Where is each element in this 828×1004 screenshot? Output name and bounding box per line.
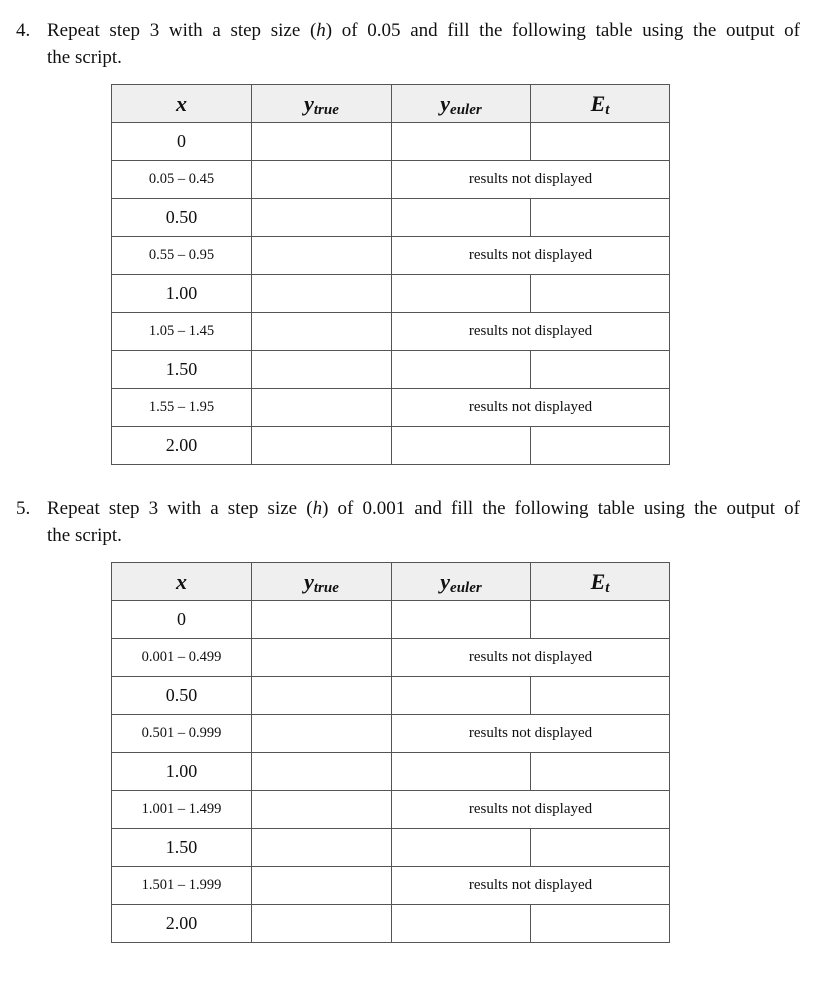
question-5-text	[47, 495, 800, 522]
cell-x: 0	[112, 601, 252, 639]
question-4-text-line-2: the script.	[47, 47, 122, 68]
question-5-line-2	[0, 522, 828, 549]
table-row	[112, 715, 670, 753]
cell-results-note: results not displayed	[392, 389, 670, 427]
cell-y-true[interactable]	[252, 427, 392, 465]
header-y-true-subscript: true	[313, 579, 339, 596]
results-table-step-005-body	[112, 85, 670, 465]
cell-x: 1.05 – 1.45	[112, 313, 252, 351]
cell-y-true[interactable]	[252, 601, 392, 639]
header-x-symbol: x	[176, 90, 187, 116]
results-table-step-005	[111, 84, 670, 465]
cell-x: 1.50	[112, 829, 252, 867]
header-y-true	[252, 85, 392, 123]
header-y-true	[252, 563, 392, 601]
cell-results-note: results not displayed	[392, 791, 670, 829]
cell-y-euler[interactable]	[392, 753, 531, 791]
question-4-text	[47, 17, 800, 44]
cell-error-et[interactable]	[531, 199, 670, 237]
cell-results-note: results not displayed	[392, 715, 670, 753]
table-row	[112, 639, 670, 677]
cell-y-euler[interactable]	[392, 829, 531, 867]
header-error-symbol: E	[590, 90, 606, 116]
cell-y-euler[interactable]	[392, 123, 531, 161]
cell-error-et[interactable]	[531, 753, 670, 791]
question-4-line-2	[0, 44, 828, 71]
cell-y-euler[interactable]	[392, 905, 531, 943]
table-row	[112, 829, 670, 867]
cell-error-et[interactable]	[531, 905, 670, 943]
header-y-euler-subscript: euler	[450, 579, 482, 596]
question-4-number: 4.	[16, 20, 31, 41]
table-row	[112, 351, 670, 389]
cell-error-et[interactable]	[531, 123, 670, 161]
header-error-subscript: t	[605, 101, 610, 118]
header-y-true-subscript: true	[313, 101, 339, 118]
cell-x: 0.50	[112, 677, 252, 715]
cell-y-euler[interactable]	[392, 601, 531, 639]
question-5-text-line-2: the script.	[47, 525, 122, 546]
cell-results-note: results not displayed	[392, 639, 670, 677]
cell-y-euler[interactable]	[392, 199, 531, 237]
cell-x: 0.501 – 0.999	[112, 715, 252, 753]
header-x	[112, 563, 252, 601]
table-row	[112, 601, 670, 639]
cell-error-et[interactable]	[531, 601, 670, 639]
table-row	[112, 427, 670, 465]
cell-results-note: results not displayed	[392, 161, 670, 199]
results-table-step-0001	[111, 562, 670, 943]
question-4-line-1	[0, 17, 828, 44]
header-x	[112, 85, 252, 123]
question-5-text-suffix: ) of 0.001 and fill the following table using the output of	[322, 498, 800, 519]
question-5-variable: h	[312, 498, 323, 519]
cell-error-et[interactable]	[531, 829, 670, 867]
cell-y-true[interactable]	[252, 123, 392, 161]
table-row	[112, 905, 670, 943]
cell-x: 0.001 – 0.499	[112, 639, 252, 677]
cell-y-true[interactable]	[252, 237, 392, 275]
cell-x: 1.55 – 1.95	[112, 389, 252, 427]
header-y-true-symbol: y	[304, 568, 314, 594]
header-y-euler-symbol: y	[440, 568, 451, 594]
cell-results-note: results not displayed	[392, 237, 670, 275]
cell-y-true[interactable]	[252, 199, 392, 237]
cell-y-true[interactable]	[252, 161, 392, 199]
cell-y-true[interactable]	[252, 677, 392, 715]
cell-y-true[interactable]	[252, 275, 392, 313]
header-error-symbol: E	[590, 568, 606, 594]
cell-x: 0.50	[112, 199, 252, 237]
cell-y-euler[interactable]	[392, 351, 531, 389]
table-header-row	[112, 563, 670, 601]
question-4-text-prefix: Repeat step 3 with a step size (	[47, 20, 317, 41]
table-row	[112, 389, 670, 427]
cell-y-true[interactable]	[252, 753, 392, 791]
header-y-true-symbol: y	[304, 90, 314, 116]
question-5-line-1	[0, 495, 828, 522]
header-y-euler	[392, 563, 531, 601]
cell-y-true[interactable]	[252, 829, 392, 867]
cell-y-true[interactable]	[252, 639, 392, 677]
cell-y-true[interactable]	[252, 791, 392, 829]
cell-y-euler[interactable]	[392, 677, 531, 715]
cell-results-note: results not displayed	[392, 313, 670, 351]
question-5	[0, 495, 828, 549]
cell-x: 0.55 – 0.95	[112, 237, 252, 275]
cell-y-true[interactable]	[252, 715, 392, 753]
table-row	[112, 313, 670, 351]
cell-y-true[interactable]	[252, 351, 392, 389]
header-error-et	[531, 563, 670, 601]
cell-y-true[interactable]	[252, 905, 392, 943]
table-row	[112, 123, 670, 161]
cell-error-et[interactable]	[531, 351, 670, 389]
table-row	[112, 753, 670, 791]
header-y-euler-subscript: euler	[450, 101, 482, 118]
cell-x: 0	[112, 123, 252, 161]
table-row	[112, 275, 670, 313]
cell-x: 1.00	[112, 275, 252, 313]
header-x-symbol: x	[176, 568, 187, 594]
question-4-variable: h	[316, 20, 326, 41]
table-row	[112, 161, 670, 199]
table-row	[112, 867, 670, 905]
table-row	[112, 237, 670, 275]
cell-error-et[interactable]	[531, 677, 670, 715]
cell-x: 0.05 – 0.45	[112, 161, 252, 199]
table-row	[112, 791, 670, 829]
cell-x: 1.00	[112, 753, 252, 791]
header-error-et	[531, 85, 670, 123]
cell-y-true[interactable]	[252, 313, 392, 351]
table-header-row	[112, 85, 670, 123]
cell-error-et[interactable]	[531, 275, 670, 313]
header-y-euler-symbol: y	[440, 90, 451, 116]
cell-y-euler[interactable]	[392, 275, 531, 313]
cell-x: 2.00	[112, 905, 252, 943]
cell-y-true[interactable]	[252, 389, 392, 427]
header-error-subscript: t	[605, 579, 610, 596]
cell-y-true[interactable]	[252, 867, 392, 905]
results-table-step-0001-body	[112, 563, 670, 943]
question-4-text-suffix: ) of 0.05 and fill the following table using the output of	[325, 20, 801, 41]
cell-x: 1.501 – 1.999	[112, 867, 252, 905]
cell-x: 1.001 – 1.499	[112, 791, 252, 829]
cell-x: 1.50	[112, 351, 252, 389]
cell-x: 2.00	[112, 427, 252, 465]
table-row	[112, 677, 670, 715]
header-y-euler	[392, 85, 531, 123]
cell-error-et[interactable]	[531, 427, 670, 465]
cell-y-euler[interactable]	[392, 427, 531, 465]
question-5-text-prefix: Repeat step 3 with a step size (	[47, 498, 313, 519]
question-5-number: 5.	[16, 498, 31, 519]
question-4	[0, 17, 828, 71]
cell-results-note: results not displayed	[392, 867, 670, 905]
table-row	[112, 199, 670, 237]
